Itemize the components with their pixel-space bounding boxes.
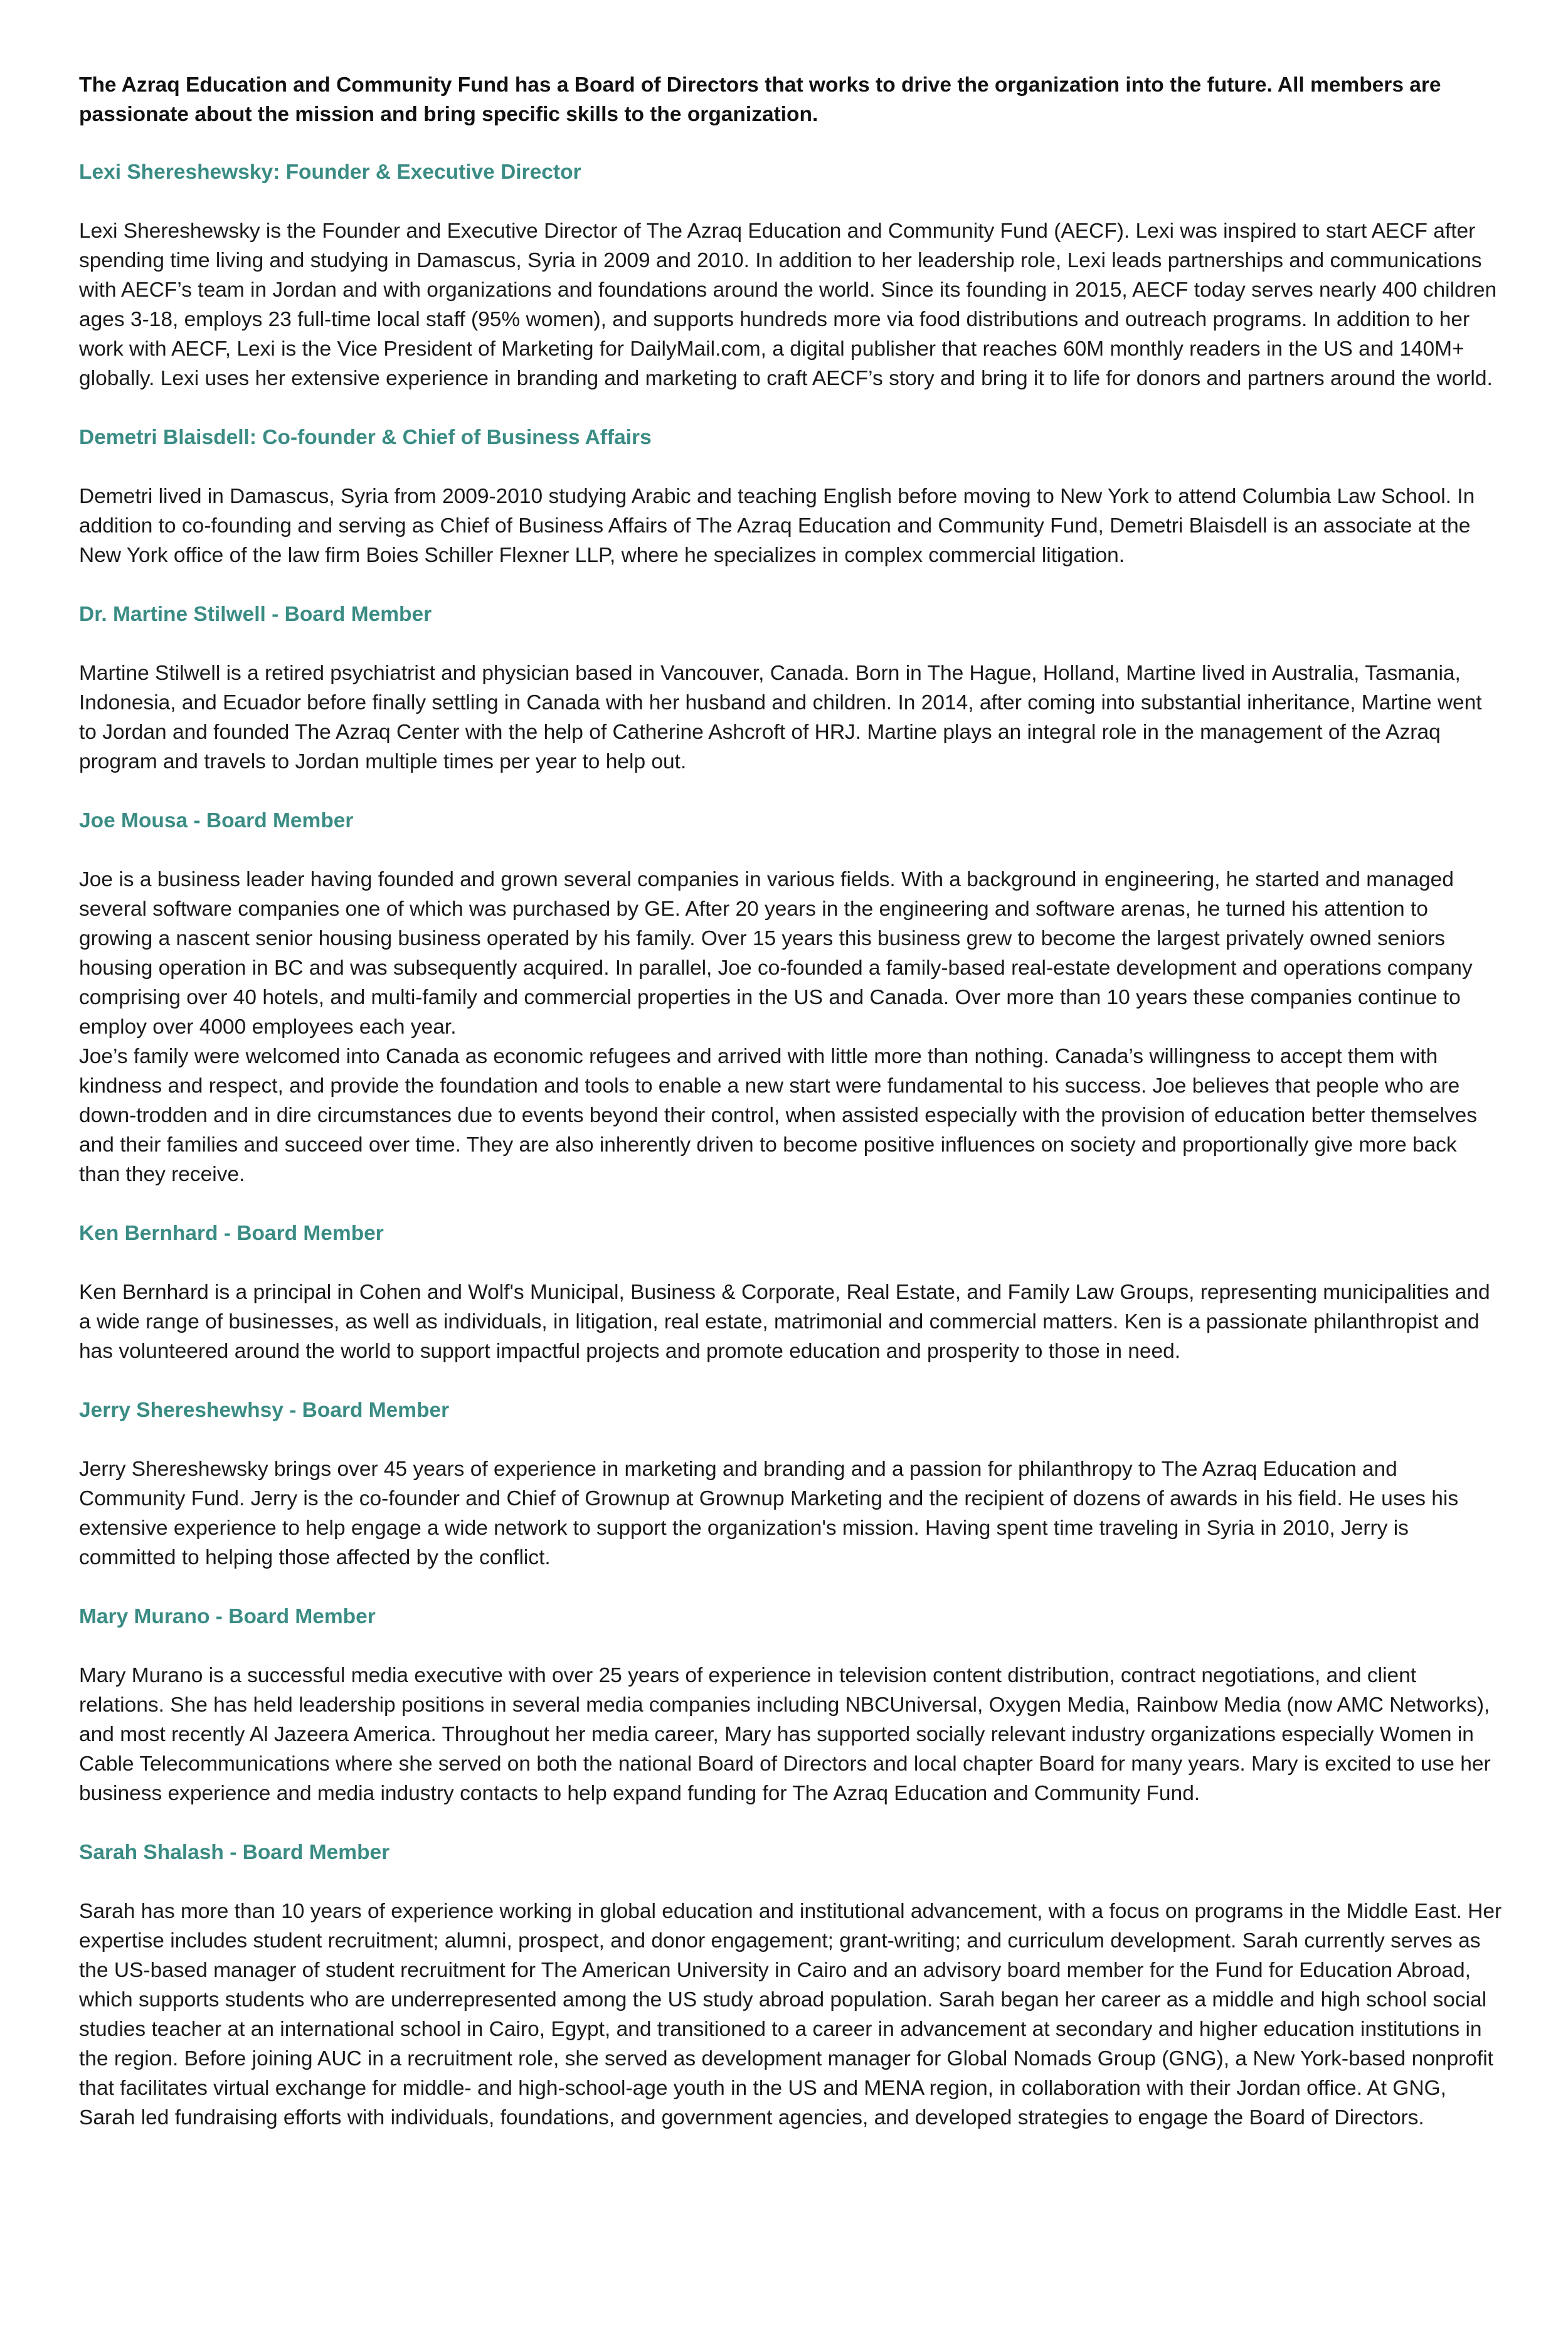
member-heading: Joe Mousa - Board Member (79, 809, 354, 832)
member-bio (79, 482, 1503, 570)
member-heading: Lexi Shereshewsky: Founder & Executive Director (79, 161, 581, 184)
member-bio (79, 1897, 1503, 2132)
member-section (79, 423, 1503, 570)
board-page (79, 70, 1503, 2162)
bio-paragraph: Joe’s family were welcomed into Canada as economic refugees and arrived with little more than nothing. Canada’s willingness to accept them with kindness and respect, and provide the foundation and tools to enable a new start were fundamental to his success. Joe believes that people who are down-trodden and in dire circumstances due to events beyond their control, when assisted especially with the provision of education better themselves and their families and succeed over time. They are also inherently driven to become positive influences on society and proportionally give more back than they receive. (79, 1045, 1477, 1186)
bio-paragraph: Sarah has more than 10 years of experience working in global education and institutional advancement, with a focus on programs in the Middle East. Her expertise includes student recruitment; alumni, prospect, and donor engagement; grant-writing; and curriculum development. Sarah currently serves as the US-based manager of student recruitment for The American University in Cairo and an advisory board member for the Fund for Education Abroad, which supports students who are underrepresented among the US study abroad population. Sarah began her career as a middle and high school social studies teacher at an international school in Cairo, Egypt, and transitioned to a career in advancement at secondary and higher education institutions in the region. Before joining AUC in a recruitment role, she served as development manager for Global Nomads Group (GNG), a New York-based nonprofit that facilitates virtual exchange for middle- and high-school-age youth in the US and MENA region, in collaboration with their Jordan office. At GNG, Sarah led fundraising efforts with individuals, foundations, and government agencies, and developed strategies to engage the Board of Directors. (79, 1900, 1502, 2129)
member-bio (79, 1278, 1503, 1366)
member-bio (79, 1454, 1503, 1572)
member-bio (79, 1661, 1503, 1808)
member-section (79, 1602, 1503, 1808)
member-section (79, 1838, 1503, 2132)
bio-paragraph: Lexi Shereshewsky is the Founder and Executive Director of The Azraq Education and Community Fund (AECF). Lexi was inspired to start AECF after spending time living and studying in Damascus, Syria in 2009 and 2010. In addition to her leadership role, Lexi leads partnerships and communications with AECF’s team in Jordan and with organizations and foundations around the world. Since its founding in 2015, AECF today serves nearly 400 children ages 3-18, employs 23 full-time local staff (95% women), and supports hundreds more via food distributions and outreach programs. In addition to her work with AECF, Lexi is the Vice President of Marketing for DailyMail.com, a digital publisher that reaches 60M monthly readers in the US and 140M+ globally. Lexi uses her extensive experience in branding and marketing to craft AECF’s story and bring it to life for donors and partners around the world. (79, 220, 1497, 390)
bio-paragraph: Ken Bernhard is a principal in Cohen and Wolf's Municipal, Business & Corporate, Real Estate, and Family Law Groups, representing municipalities and a wide range of businesses, as well as individuals, in litigation, real estate, matrimonial and commercial matters. Ken is a passionate philanthropist and has volunteered around the world to support impactful projects and promote education and prosperity to those in need. (79, 1281, 1490, 1363)
member-heading: Ken Bernhard - Board Member (79, 1222, 384, 1245)
member-bio (79, 216, 1503, 393)
member-section (79, 600, 1503, 776)
member-heading: Demetri Blaisdell: Co-founder & Chief of Business Affairs (79, 426, 652, 449)
intro-paragraph: The Azraq Education and Community Fund has a Board of Directors that works to drive the organization into the future. All members are passionate about the mission and bring specific skills to the organization. (79, 73, 1441, 126)
member-heading: Dr. Martine Stilwell - Board Member (79, 603, 432, 626)
bio-paragraph: Martine Stilwell is a retired psychiatrist and physician based in Vancouver, Canada. Born in The Hague, Holland, Martine lived in Australia, Tasmania, Indonesia, and Ecuador before finally settling in Canada with her husband and children. In 2014, after coming into substantial inheritance, Martine went to Jordan and founded The Azraq Center with the help of Catherine Ashcroft of HRJ. Martine plays an integral role in the management of the Azraq program and travels to Jordan multiple times per year to help out. (79, 662, 1482, 773)
member-bio (79, 659, 1503, 776)
bio-paragraph: Jerry Shereshewsky brings over 45 years of experience in marketing and branding and a passion for philanthropy to The Azraq Education and Community Fund. Jerry is the co-founder and Chief of Grownup at Grownup Marketing and the recipient of dozens of awards in his field. He uses his extensive experience to help engage a wide network to support the organization's mission. Having spent time traveling in Syria in 2010, Jerry is committed to helping those affected by the conflict. (79, 1458, 1459, 1569)
member-section (79, 806, 1503, 1189)
member-heading: Mary Murano - Board Member (79, 1605, 376, 1628)
member-section (79, 1396, 1503, 1572)
member-section (79, 1219, 1503, 1366)
bio-paragraph: Demetri lived in Damascus, Syria from 2009-2010 studying Arabic and teaching English before moving to New York to attend Columbia Law School. In addition to co-founding and serving as Chief of Business Affairs of The Azraq Education and Community Fund, Demetri Blaisdell is an associate at the New York office of the law firm Boies Schiller Flexner LLP, where he specializes in complex commercial litigation. (79, 485, 1475, 567)
member-heading: Sarah Shalash - Board Member (79, 1841, 390, 1864)
member-heading: Jerry Shereshewhsy - Board Member (79, 1399, 450, 1422)
member-section (79, 157, 1503, 393)
bio-paragraph: Joe is a business leader having founded and grown several companies in various fields. With a background in engineering, he started and managed several software companies one of which was purchased by GE. After 20 years in the engineering and software arenas, he turned his attention to growing a nascent senior housing business operated by his family. Over 15 years this business grew to become the largest privately owned seniors housing operation in BC and was subsequently acquired. In parallel, Joe co-founded a family-based real-estate development and operations company comprising over 40 hotels, and multi-family and commercial properties in the US and Canada. Over more than 10 years these companies continue to employ over 4000 employees each year. (79, 868, 1473, 1039)
bio-paragraph: Mary Murano is a successful media executive with over 25 years of experience in television content distribution, contract negotiations, and client relations. She has held leadership positions in several media companies including NBCUniversal, Oxygen Media, Rainbow Media (now AMC Networks), and most recently Al Jazeera America. Throughout her media career, Mary has supported socially relevant industry organizations especially Women in Cable Telecommunications where she served on both the national Board of Directors and local chapter Board for many years. Mary is excited to use her business experience and media industry contacts to help expand funding for The Azraq Education and Community Fund. (79, 1664, 1491, 1805)
member-bio (79, 865, 1503, 1189)
